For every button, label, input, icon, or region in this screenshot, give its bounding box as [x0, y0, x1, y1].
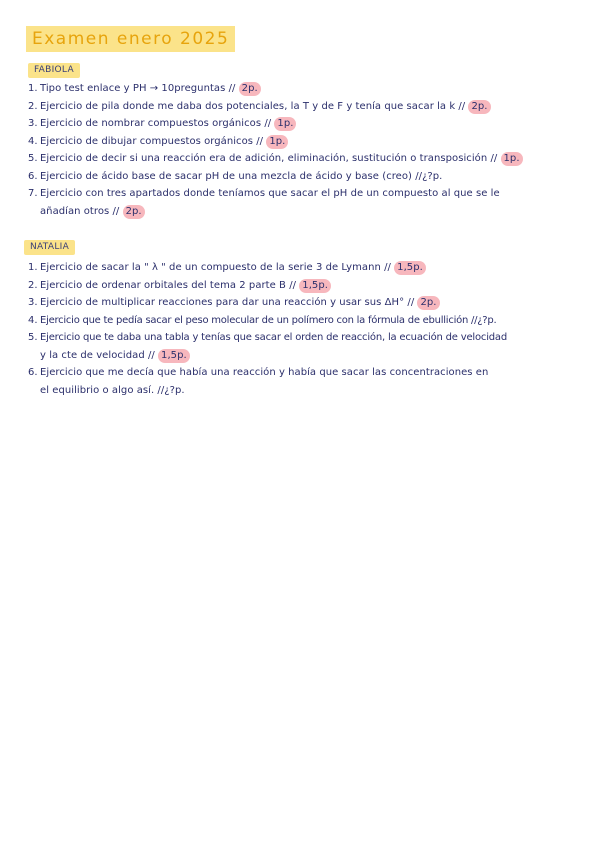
- item-text: Ejercicio de sacar la " λ " de un compuesto de la serie 3 de Lymann //: [40, 262, 391, 273]
- item-number: 1.: [28, 262, 38, 273]
- item-text: Ejercicio de nombrar compuestos orgánicos //: [40, 118, 272, 129]
- item-text: Ejercicio de decir si una reacción era de adición, eliminación, sustitución o transposición //: [40, 153, 498, 164]
- grade-badge: 2p.: [468, 100, 490, 114]
- section-label-fabiola: FABIOLA: [28, 63, 80, 78]
- item-text: Ejercicio de pila donde me daba dos potenciales, la T y de F y tenía que sacar la k //: [40, 100, 466, 112]
- item-text-continued: el equilibrio o algo así. //¿?p.: [40, 384, 185, 396]
- item-text: Ejercicio de ordenar orbitales del tema 2 parte B //: [40, 279, 297, 291]
- item-text: Ejercicio de ácido base de sacar pH de una mezcla de ácido y base (creo) //¿?p.: [40, 170, 443, 182]
- item-text-continued: y la cte de velocidad //: [40, 349, 155, 361]
- list-item: [28, 115, 523, 133]
- item-number: 2.: [28, 279, 38, 291]
- item-number: 5.: [28, 153, 38, 164]
- grade-badge: 1p.: [501, 152, 523, 166]
- list-item: [28, 98, 523, 116]
- grade-badge: 1,5p.: [158, 349, 190, 363]
- grade-badge: 2p.: [123, 205, 145, 219]
- list-item: [28, 277, 507, 295]
- list-item: [28, 168, 523, 186]
- grade-badge: 1,5p.: [394, 261, 426, 275]
- item-number: 4.: [28, 314, 38, 326]
- section-label-natalia: NATALIA: [24, 240, 75, 255]
- list-item: [28, 150, 523, 168]
- item-text: Ejercicio que te pedía sacar el peso molecular de un polímero con la fórmula de ebullición //¿?p.: [40, 314, 497, 326]
- fabiola-exercise-list: [28, 80, 523, 220]
- item-number: 5.: [28, 332, 38, 343]
- grade-badge: 2p.: [239, 82, 261, 96]
- list-item: [28, 294, 507, 312]
- item-number: 3.: [28, 297, 38, 308]
- item-number: 7.: [28, 188, 38, 199]
- natalia-exercise-list: [28, 259, 507, 399]
- list-item: [28, 133, 523, 151]
- item-number: 2.: [28, 100, 38, 112]
- grade-badge: 1,5p.: [299, 279, 331, 293]
- item-number: 4.: [28, 135, 38, 147]
- grade-badge: 1p.: [274, 117, 296, 131]
- item-text: Ejercicio de dibujar compuestos orgánicos //: [40, 135, 264, 147]
- item-number: 6.: [28, 170, 38, 182]
- item-text: Ejercicio que te daba una tabla y tenías que sacar el orden de reacción, la ecuación de velocidad: [40, 332, 508, 343]
- list-item: [28, 80, 523, 98]
- grade-badge: 1p.: [266, 135, 288, 149]
- list-item: [28, 185, 523, 220]
- list-item: [28, 329, 507, 364]
- page-title: Examen enero 2025: [26, 26, 235, 52]
- item-number: 1.: [28, 83, 38, 94]
- item-text: Tipo test enlace y PH → 10preguntas //: [40, 83, 236, 94]
- item-text: Ejercicio que me decía que había una reacción y había que sacar las concentraciones en: [40, 367, 489, 378]
- grade-badge: 2p.: [417, 296, 439, 310]
- item-text: Ejercicio con tres apartados donde teníamos que sacar el pH de un compuesto al que se le: [40, 188, 500, 199]
- item-text: Ejercicio de multiplicar reacciones para dar una reacción y usar sus ΔH° //: [40, 297, 415, 308]
- item-number: 6.: [28, 367, 38, 378]
- item-text-continued: añadían otros //: [40, 205, 120, 217]
- list-item: [28, 259, 507, 277]
- list-item: [28, 364, 507, 399]
- list-item: [28, 312, 507, 330]
- item-number: 3.: [28, 118, 38, 129]
